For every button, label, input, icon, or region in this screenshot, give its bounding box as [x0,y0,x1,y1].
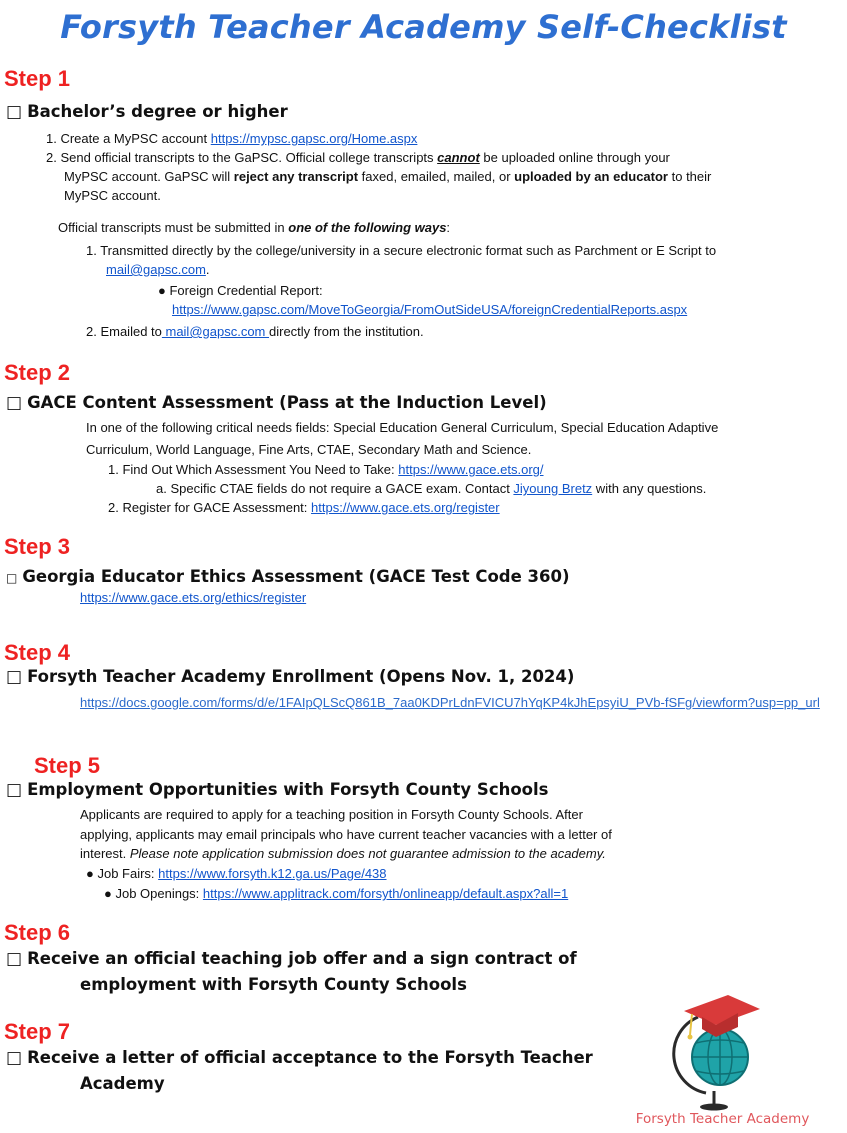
step-5-heading: □ Employment Opportunities with Forsyth County Schools [6,780,549,800]
step-5-label: Step 5 [34,753,101,778]
checkbox[interactable]: □ [6,780,23,800]
mail-gapsc-link-2[interactable]: mail@gapsc.com [161,324,269,339]
job-fairs-item: ● Job Fairs: https://www.forsyth.k12.ga.us/Page/438 [86,866,387,881]
ethics-register-link: https://www.gace.ets.org/ethics/register [80,590,307,605]
step-2-heading: □ GACE Content Assessment (Pass at the Induction Level) [6,393,547,413]
step-1-label: Step 1 [4,66,71,91]
step-3-heading: □ Georgia Educator Ethics Assessment (GACE Test Code 360) [6,567,570,586]
step-2-sub-a: a. Specific CTAE fields do not require a GACE exam. Contact Jiyoung Bretz with any questions. [156,481,707,496]
checkbox[interactable]: □ [6,571,18,585]
step-1-item-2: 2. Send official transcripts to the GaPSC. Official college transcripts cannot be uploaded online through your [46,150,670,165]
checkbox[interactable]: □ [6,949,23,969]
gace-register-link[interactable]: https://www.gace.ets.org/register [311,500,500,515]
step-7-heading: □ Receive a letter of official acceptance to the Forsyth Teacher [6,1048,593,1068]
globe-graduation-cap-icon [610,965,835,1130]
step-7-heading-line2: Academy [80,1074,165,1093]
step-6-heading-line2: employment with Forsyth County Schools [80,975,467,994]
gace-link[interactable]: https://www.gace.ets.org/ [398,462,544,477]
step-1-ways-intro: Official transcripts must be submitted in one of the following ways: [58,220,451,235]
step-1-way-2: 2. Emailed to mail@gapsc.com directly from the institution. [86,324,424,339]
step-1-heading: □ Bachelor’s degree or higher [6,102,288,122]
foreign-credential-label: ● Foreign Credential Report: [158,283,323,298]
mail-gapsc-link[interactable]: mail@gapsc.com [106,262,206,277]
step-2-item-1: 1. Find Out Which Assessment You Need to Take: https://www.gace.ets.org/ [108,462,544,477]
step-6-label: Step 6 [4,920,71,945]
step-1-item-2-line3: MyPSC account. [64,188,161,203]
step-1-item-2-line2: MyPSC account. GaPSC will reject any transcript faxed, emailed, mailed, or uploaded by an educator to their [64,169,712,184]
step-5-line-2: applying, applicants may email principals who have current teacher vacancies with a letter of [80,827,612,842]
checkbox[interactable]: □ [6,102,23,122]
step-2-label: Step 2 [4,360,71,385]
step-1-way-1: 1. Transmitted directly by the college/university in a secure electronic format such as Parchment or E Script to [86,243,717,258]
job-openings-item: ● Job Openings: https://www.applitrack.com/forsyth/onlineapp/default.aspx?all=1 [104,886,569,901]
step-2-desc-line1: In one of the following critical needs fields: Special Education General Curriculum, Special Education Adaptive [86,420,719,435]
step-2-desc-line2: Curriculum, World Language, Fine Arts, CTAE, Secondary Math and Science. [86,442,532,457]
checkbox[interactable]: □ [6,1048,23,1068]
step-4-heading: □ Forsyth Teacher Academy Enrollment (Opens Nov. 1, 2024) [6,667,575,687]
step-1-way-1-link-line: mail@gapsc.com. [106,262,210,277]
checkbox[interactable]: □ [6,393,23,413]
logo-caption: Forsyth Teacher Academy [635,1111,810,1127]
step-5-line-1: Applicants are required to apply for a teaching position in Forsyth County Schools. After [80,807,583,822]
step-7-label: Step 7 [4,1019,71,1044]
page-title: Forsyth Teacher Academy Self-Checklist [60,8,787,46]
jiyoung-bretz-link[interactable]: Jiyoung Bretz [513,481,593,496]
checkbox[interactable]: □ [6,667,23,687]
mypsc-link[interactable]: https://mypsc.gapsc.org/Home.aspx [210,131,418,146]
enrollment-form-link: https://docs.google.com/forms/d/e/1FAIpQLScQ861B_7aa0KDPrLdnFVICU7hYqKP4kJhEpsyiU_PVb-fSFg/viewform?usp=pp_url [80,695,820,710]
step-6-heading: □ Receive an official teaching job offer and a sign contract of [6,949,577,969]
job-openings-link[interactable]: https://www.applitrack.com/forsyth/onlineapp/default.aspx?all=1 [202,886,569,901]
step-5-line-3: interest. Please note application submission does not guarantee admission to the academy. [80,846,606,861]
step-4-label: Step 4 [4,640,71,665]
step-3-label: Step 3 [4,534,71,559]
job-fairs-link[interactable]: https://www.forsyth.k12.ga.us/Page/438 [158,866,387,881]
step-2-item-2: 2. Register for GACE Assessment: https://www.gace.ets.org/register [108,500,500,515]
foreign-credential-link: https://www.gapsc.com/MoveToGeorgia/FromOutSideUSA/foreignCredentialReports.aspx [172,302,688,317]
step-1-item-1: 1. Create a MyPSC account https://mypsc.gapsc.org/Home.aspx [46,131,418,146]
